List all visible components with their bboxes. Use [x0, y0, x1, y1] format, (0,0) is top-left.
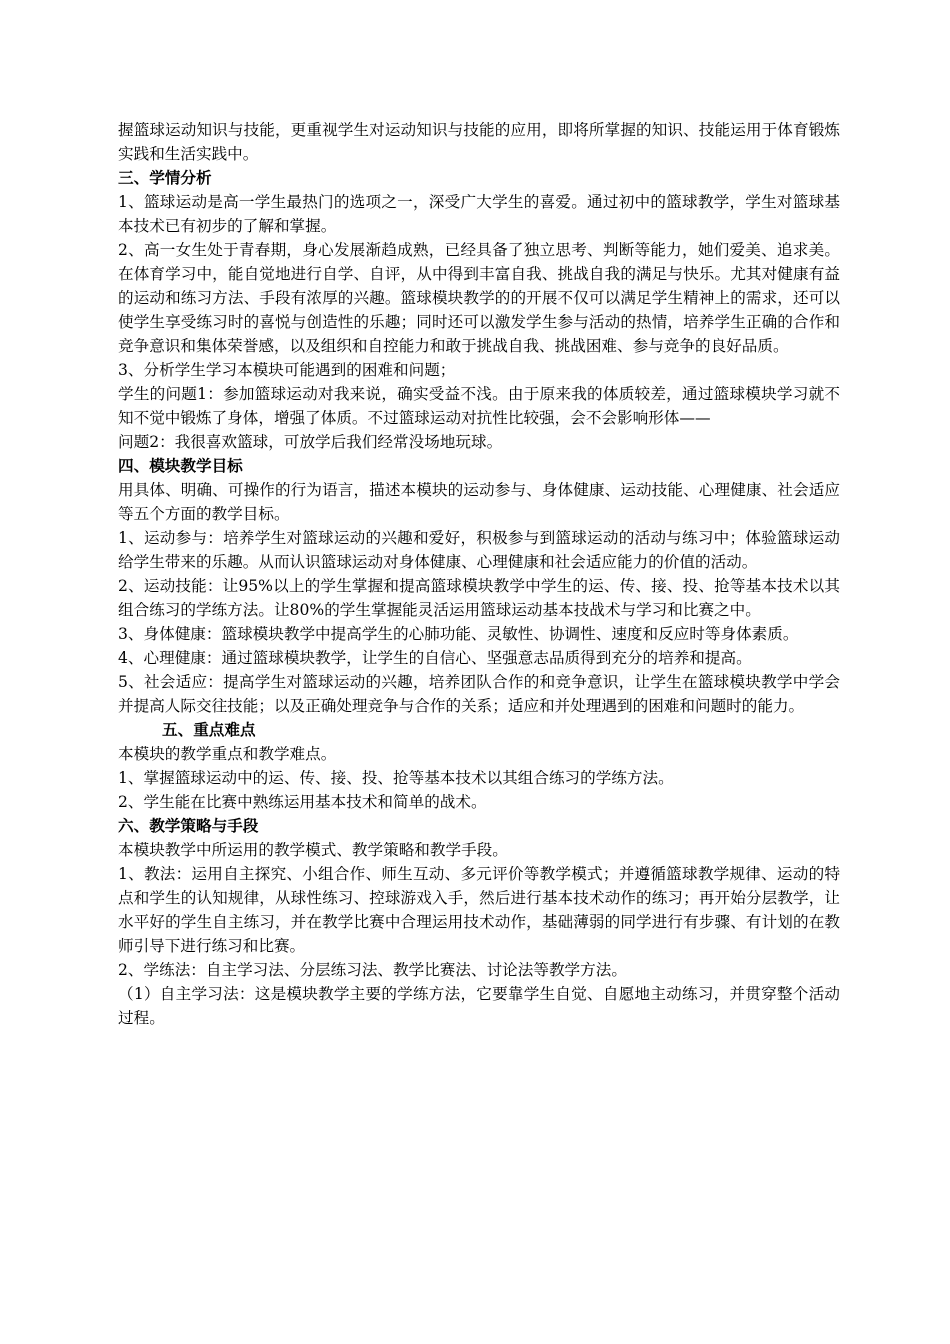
paragraph: 3、身体健康：篮球模块教学中提高学生的心肺功能、灵敏性、协调性、速度和反应时等身体素质。 [118, 625, 799, 643]
section-heading-teaching-strategy: 六、教学策略与手段 [118, 817, 259, 835]
paragraph: 4、心理健康：通过篮球模块教学，让学生的自信心、坚强意志品质得到充分的培养和提高。 [118, 649, 752, 667]
paragraph: 2、学生能在比赛中熟练运用基本技术和简单的战术。 [118, 793, 487, 811]
section-heading-key-points: 五、重点难点 [162, 721, 256, 739]
document-page [118, 118, 840, 1030]
paragraph: 1、教法：运用自主探究、小组合作、师生互动、多元评价等教学模式；并遵循篮球教学规律、运动的特点和学生的认知规律，从球性练习、控球游戏入手，然后进行基本技术动作的练习；再开始分层教学，让水平好的学生自主练习，并在教学比赛中合理运用技术动作，基础薄弱的同学进行有步骤、有计划的在教师引导下进行练习和比赛。 [118, 865, 840, 955]
paragraph: 2、运动技能：让95%以上的学生掌握和提高篮球模块教学中学生的运、传、接、投、抢等基本技术以其组合练习的学练方法。让80%的学生掌握能灵活运用篮球运动基本技战术与学习和比赛之中。 [118, 577, 840, 619]
paragraph-intro-continued: 握篮球运动知识与技能，更重视学生对运动知识与技能的应用，即将所掌握的知识、技能运用于体育锻炼实践和生活实践中。 [118, 121, 840, 163]
paragraph: 1、运动参与：培养学生对篮球运动的兴趣和爱好，积极参与到篮球运动的活动与练习中；体验篮球运动给学生带来的乐趣。从而认识篮球运动对身体健康、心理健康和社会适应能力的价值的活动。 [118, 529, 840, 571]
paragraph: （1）自主学习法：这是模块教学主要的学练方法，它要靠学生自觉、自愿地主动练习，并贯穿整个活动过程。 [118, 985, 841, 1027]
paragraph: 3、分析学生学习本模块可能遇到的困难和问题； [118, 361, 456, 379]
section-heading-learner-analysis: 三、学情分析 [118, 169, 212, 187]
paragraph: 学生的问题1：参加篮球运动对我来说，确实受益不浅。由于原来我的体质较差，通过篮球模块学习就不知不觉中锻炼了身体，增强了体质。不过篮球运动对抗性比较强，会不会影响形体—— [118, 385, 840, 427]
paragraph: 2、学练法：自主学习法、分层练习法、教学比赛法、讨论法等教学方法。 [118, 961, 627, 979]
paragraph: 本模块教学中所运用的教学模式、教学策略和教学手段。 [118, 841, 508, 859]
paragraph: 本模块的教学重点和教学难点。 [118, 745, 337, 763]
paragraph: 问题2：我很喜欢篮球，可放学后我们经常没场地玩球。 [118, 433, 503, 451]
section-heading-module-goals: 四、模块教学目标 [118, 457, 243, 475]
paragraph: 5、社会适应：提高学生对篮球运动的兴趣，培养团队合作的和竞争意识，让学生在篮球模块教学中学会并提高人际交往技能；以及正确处理竞争与合作的关系；适应和并处理遇到的困难和问题时的能力。 [118, 673, 840, 715]
paragraph: 用具体、明确、可操作的行为语言，描述本模块的运动参与、身体健康、运动技能、心理健康、社会适应等五个方面的教学目标。 [118, 481, 840, 523]
paragraph: 1、篮球运动是高一学生最热门的选项之一，深受广大学生的喜爱。通过初中的篮球教学，学生对篮球基本技术已有初步的了解和掌握。 [118, 193, 840, 235]
paragraph: 2、高一女生处于青春期，身心发展渐趋成熟，已经具备了独立思考、判断等能力，她们爱美、追求美。在体育学习中，能自觉地进行自学、自评，从中得到丰富自我、挑战自我的满足与快乐。尤其对健康有益的运动和练习方法、手段有浓厚的兴趣。篮球模块教学的的开展不仅可以满足学生精神上的需求，还可以使学生享受练习时的喜悦与创造性的乐趣；同时还可以激发学生参与活动的热情，培养学生正确的合作和竞争意识和集体荣誉感，以及组织和自控能力和敢于挑战自我、挑战困难、参与竞争的良好品质。 [118, 241, 840, 355]
paragraph: 1、掌握篮球运动中的运、传、接、投、抢等基本技术以其组合练习的学练方法。 [118, 769, 674, 787]
